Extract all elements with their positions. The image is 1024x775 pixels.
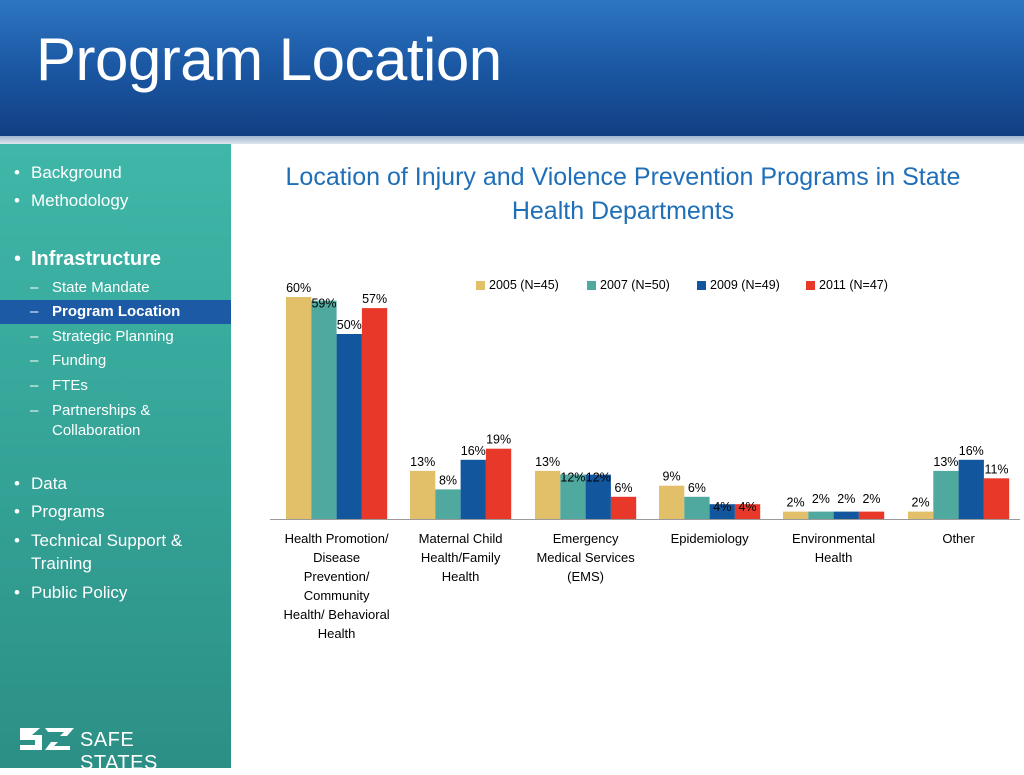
category-label-line: Health/Family xyxy=(420,550,501,565)
legend-label: 2011 (N=47) xyxy=(819,278,888,292)
bullet-icon: • xyxy=(14,474,20,493)
sidebar-subitem-label: Program Location xyxy=(52,303,181,320)
dash-icon: – xyxy=(30,352,39,369)
data-label-5-series-4: 2% xyxy=(862,492,881,506)
category-label-line: Prevention/ xyxy=(303,569,370,584)
category-label-line: Health/ Behavioral xyxy=(283,607,390,622)
dash-icon: – xyxy=(30,328,39,345)
category-label-2 xyxy=(398,529,524,586)
sidebar-subitem-label: Partnerships & Collaboration xyxy=(52,402,151,439)
category-label-line: Community xyxy=(303,588,370,603)
legend-label: 2007 (N=50) xyxy=(600,278,670,292)
data-label-3-series-1: 13% xyxy=(535,454,561,469)
data-label-4-series-2: 6% xyxy=(687,480,706,495)
data-label-4-series-1: 9% xyxy=(662,469,681,484)
data-label-1-series-1: 60% xyxy=(286,281,312,295)
bar-1-series-3 xyxy=(337,334,362,519)
category-label-1 xyxy=(274,529,400,643)
sidebar-item-label: Public Policy xyxy=(31,583,128,602)
page-title: Program Location xyxy=(36,26,502,93)
category-label-line: Health Promotion/ xyxy=(284,531,389,546)
data-label-2-series-2: 8% xyxy=(438,473,458,488)
sidebar-subitem-label: FTEs xyxy=(52,377,88,394)
bar-6-series-3 xyxy=(959,460,984,519)
data-label-5-series-3: 2% xyxy=(837,492,856,506)
category-label-line: Health xyxy=(441,569,480,584)
data-label-3-series-2: 12% xyxy=(560,470,586,485)
category-label-line: Maternal Child xyxy=(418,531,503,546)
bullet-icon: • xyxy=(14,248,22,270)
dash-icon: – xyxy=(30,402,39,419)
data-label-6-series-4: 11% xyxy=(984,462,1009,477)
data-label-1-series-2: 59% xyxy=(311,296,337,311)
bar-4-series-1 xyxy=(659,486,684,519)
bar-5-series-2 xyxy=(808,512,833,519)
data-label-5-series-1: 2% xyxy=(786,495,805,510)
sidebar-item-label: Data xyxy=(31,474,67,493)
bar-6-series-1 xyxy=(908,512,933,519)
bullet-icon: • xyxy=(14,583,20,602)
data-label-4-series-4: 4% xyxy=(738,500,757,515)
category-label-line: Disease xyxy=(313,550,361,565)
dash-icon: – xyxy=(30,377,39,394)
bar-1-series-1 xyxy=(286,297,311,519)
bar-4-series-2 xyxy=(684,497,709,519)
sidebar-subitem-label: Funding xyxy=(52,352,107,369)
bullet-icon: • xyxy=(14,531,20,550)
legend-label: 2005 (N=45) xyxy=(489,278,559,292)
category-label-line: (EMS) xyxy=(567,569,605,584)
sidebar-subitem-label: State Mandate xyxy=(52,279,150,296)
category-label-3 xyxy=(523,529,649,586)
category-label-line: Emergency xyxy=(552,531,619,546)
data-label-6-series-2: 13% xyxy=(933,454,959,469)
sidebar-item-label: Infrastructure xyxy=(31,248,162,270)
category-label-line: Epidemiology xyxy=(670,531,749,546)
category-label-line: Health xyxy=(814,550,853,565)
bar-2-series-1 xyxy=(410,471,435,519)
dash-icon: – xyxy=(30,279,39,296)
sidebar-item-label: Background xyxy=(31,163,122,182)
data-label-6-series-1: 2% xyxy=(911,495,930,510)
sidebar-item-label: Technical Support & Training xyxy=(31,531,183,573)
category-label-6 xyxy=(896,529,1022,548)
data-label-1-series-4: 57% xyxy=(362,292,388,307)
bar-1-series-4 xyxy=(362,308,387,519)
sidebar xyxy=(0,144,231,774)
sidebar-subitem-program-location[interactable] xyxy=(0,300,231,324)
data-label-2-series-1: 13% xyxy=(410,454,436,469)
bar-1-series-2 xyxy=(311,301,336,519)
bar-6-series-2 xyxy=(933,471,958,519)
category-label-4 xyxy=(647,529,773,548)
bullet-icon: • xyxy=(14,191,20,210)
safe-states-emblem-icon xyxy=(18,724,76,754)
category-label-5 xyxy=(771,529,897,567)
data-label-4-series-3: 4% xyxy=(713,500,732,515)
bar-2-series-4 xyxy=(486,449,511,519)
banner-divider xyxy=(0,136,1024,144)
bar-2-series-2 xyxy=(435,489,460,519)
safe-states-logo xyxy=(18,724,218,774)
data-label-2-series-3: 16% xyxy=(460,443,486,458)
data-label-3-series-3: 12% xyxy=(585,470,611,485)
data-label-3-series-4: 6% xyxy=(614,480,633,495)
data-label-1-series-3: 50% xyxy=(336,318,362,332)
bar-6-series-4 xyxy=(984,478,1009,519)
sidebar-item-label: Methodology xyxy=(31,191,129,210)
bar-chart xyxy=(240,270,1020,530)
bullet-icon: • xyxy=(14,163,20,182)
bar-5-series-3 xyxy=(834,512,859,519)
data-label-5-series-2: 2% xyxy=(811,492,830,506)
legend-label: 2009 (N=49) xyxy=(710,278,780,292)
sidebar-subitem-label: Strategic Planning xyxy=(52,328,174,345)
data-label-2-series-4: 19% xyxy=(486,432,512,447)
bar-2-series-3 xyxy=(461,460,486,519)
bar-5-series-1 xyxy=(783,512,808,519)
bar-3-series-1 xyxy=(535,471,560,519)
dash-icon: – xyxy=(30,303,39,320)
bar-3-series-4 xyxy=(611,497,636,519)
title-banner xyxy=(0,0,1024,136)
category-label-line: Health xyxy=(317,626,356,641)
data-label-6-series-3: 16% xyxy=(958,443,984,458)
bar-5-series-4 xyxy=(859,512,884,519)
category-label-line: Environmental xyxy=(792,531,876,546)
category-label-line: Other xyxy=(942,531,975,546)
sidebar-item-label: Programs xyxy=(31,502,105,521)
bullet-icon: • xyxy=(14,502,20,521)
logo-text: SAFE STATES xyxy=(80,729,158,774)
chart-title: Location of Injury and Violence Prevention Programs in State Health Departments xyxy=(285,163,961,225)
category-label-line: Medical Services xyxy=(536,550,635,565)
